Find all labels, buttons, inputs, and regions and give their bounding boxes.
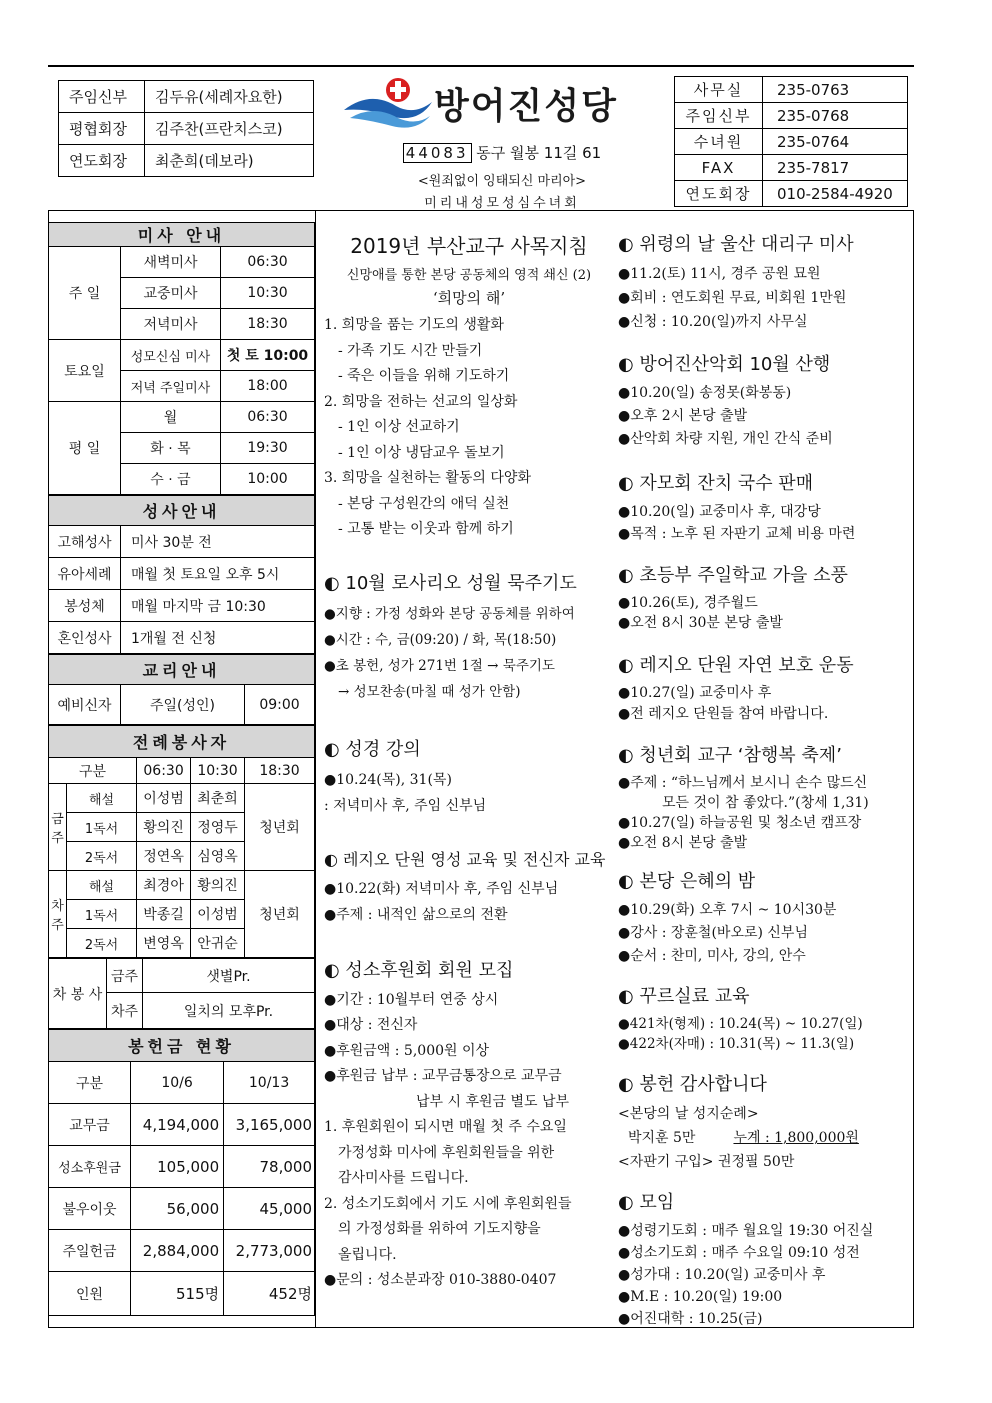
patron: <원죄없이 잉태되신 마리아>: [417, 174, 587, 189]
mass-time: 10:30: [221, 278, 315, 309]
guideline-item: - 고통 받는 이웃과 함께 하기: [338, 521, 514, 537]
mass-time: 06:30: [221, 402, 315, 433]
total: 누계 : 1,800,000원: [733, 1130, 859, 1146]
mass-name: 교중미사: [121, 278, 221, 309]
contact-table: [674, 76, 908, 207]
left-column: [48, 222, 315, 1316]
amount: 2,773,000: [224, 1230, 315, 1272]
mass-time: 10:00: [221, 464, 315, 495]
notice-line: ●지향 : 가정 성화와 본당 공동체를 위하여: [324, 605, 575, 622]
person: 최춘희: [191, 784, 245, 813]
mass-name: 월: [121, 402, 221, 433]
col-header: 10:30: [191, 758, 245, 784]
chaba-table: [48, 958, 315, 1029]
sacrament-name: 고해성사: [49, 526, 121, 558]
day-label: 평 일: [49, 402, 121, 495]
offering-table: [48, 1029, 315, 1316]
notice-line: ●강사 : 장훈철(바오로) 신부님: [618, 925, 808, 941]
section-title: ◐ 10월 로사리오 성월 묵주기도: [324, 572, 577, 594]
notice-line: ●10.29(화) 오후 7시 ~ 10시30분: [618, 902, 837, 918]
amount: 45,000: [224, 1188, 315, 1230]
week-label: 차주: [107, 993, 143, 1029]
notice-line: ●산악회 차량 지원, 개인 간식 준비: [618, 431, 833, 447]
notice-line: ●성소기도회 : 매주 수요일 09:10 성전: [618, 1245, 860, 1261]
wave-cross-icon: [340, 72, 434, 132]
section-title: 전례봉사자: [49, 726, 315, 758]
col-header: 구분: [49, 758, 137, 784]
notice-line: ●문의 : 성소분과장 010-3880-0407: [324, 1272, 557, 1288]
mass-name: 수 · 금: [121, 464, 221, 495]
person: 이성범: [137, 784, 191, 813]
section-title: ◐ 꾸르실료 교육: [618, 986, 750, 1007]
notice-line: ●주제 : 내적인 삶으로의 전환: [324, 906, 508, 923]
section-title: ◐ 모임: [618, 1192, 675, 1213]
section-title: ◐ 봉헌 감사합니다: [618, 1074, 767, 1095]
sacrament-info: 미사 30분 전: [121, 526, 315, 558]
church-name: 방어진성당: [434, 86, 618, 127]
notice-line: ●11.2(토) 11시, 경주 공원 묘원: [618, 266, 821, 282]
notice-line: ●어진대학 : 10.25(금): [618, 1311, 763, 1327]
guideline-item: - 1인 이상 냉담교우 돌보기: [338, 444, 505, 461]
sacrament-info: 매월 마지막 금 10:30: [121, 590, 315, 622]
col-header: 06:30: [137, 758, 191, 784]
notice-line: 1. 후원회원이 되시면 매월 첫 주 수요일: [324, 1119, 567, 1135]
guideline-item: 3. 희망을 실천하는 활동의 다양화: [324, 470, 531, 486]
col-header: 10/13: [224, 1062, 315, 1104]
amount: 78,000: [224, 1146, 315, 1188]
section-title: ◐ 위령의 날 울산 대리구 미사: [618, 234, 854, 255]
notice-line: ●시간 : 수, 금(09:20) / 화, 목(18:50): [324, 631, 557, 648]
week-label: 차주: [49, 871, 67, 958]
section-title: ◐ 성경 강의: [324, 738, 421, 760]
notice-line: 의 가정성화를 위하여 기도지향을: [338, 1221, 541, 1237]
label: 주임신부: [59, 81, 145, 113]
notice-line: ●10.26(토), 경주월드: [618, 595, 758, 611]
value: 김주찬(프란치스코): [145, 113, 314, 145]
notice-line: <본당의 날 성지순례>: [618, 1106, 759, 1122]
col-header: 10/6: [131, 1062, 224, 1104]
notice-line: → 성모찬송(마칠 때 성가 안함): [338, 683, 521, 700]
sacrament-name: 유아세례: [49, 558, 121, 590]
notice-line: ●전 레지오 단원들 참여 바랍니다.: [618, 706, 829, 722]
liturgy-table: [48, 725, 315, 958]
label: 평협회장: [59, 113, 145, 145]
notice-line: ●기간 : 10월부터 연중 상시: [324, 991, 499, 1008]
guideline-title: 2019년 부산교구 사목지침: [350, 234, 588, 258]
notice-line: ●오전 8시 본당 출발: [618, 835, 748, 851]
notice-line: ●순서 : 찬미, 미사, 강의, 안수: [618, 948, 806, 964]
notice-line: ●오후 2시 본당 출발: [618, 408, 748, 424]
section-title: ◐ 본당 은혜의 밤: [618, 871, 756, 892]
label: 수녀원: [675, 129, 763, 155]
notice-line: 납부 시 후원금 별도 납부: [416, 1093, 570, 1110]
mass-name: 화 · 목: [121, 433, 221, 464]
group: 청년회: [245, 871, 315, 958]
notice-line: ●목적 : 노후 된 자판기 교체 비용 마련: [618, 526, 856, 542]
guideline-item: 2. 희망을 전하는 선교의 일상화: [324, 393, 518, 410]
notice-line: ●대상 : 전신자: [324, 1017, 418, 1033]
notice-line: ●회비 : 연도회원 무료, 비회원 1만원: [618, 290, 847, 306]
role: 1독서: [67, 900, 137, 929]
person: 변영옥: [137, 929, 191, 958]
person: 박종길: [137, 900, 191, 929]
mass-time: 18:30: [221, 309, 315, 340]
value: 010-2584-4920: [763, 181, 908, 207]
col-header: 구분: [49, 1062, 131, 1104]
notice-line: ●주제 : “하느님께서 보시니 손수 많드신: [618, 775, 868, 791]
section-title: ◐ 청년회 교구 ‘참행복 축제’: [618, 745, 842, 766]
label: 주임신부: [675, 103, 763, 129]
amount: 4,194,000: [131, 1104, 224, 1146]
person: 황의진: [137, 813, 191, 842]
staff-table: [58, 80, 314, 177]
offering-type: 성소후원금: [49, 1146, 131, 1188]
mass-name: 저녁미사: [121, 309, 221, 340]
role: 2독서: [67, 842, 137, 871]
postal-code: 44083: [403, 143, 472, 163]
notice-line: 올립니다.: [338, 1246, 397, 1263]
person: 최경아: [137, 871, 191, 900]
section-title: 교리안내: [49, 655, 315, 685]
amount: 515명: [131, 1272, 224, 1316]
week-label: 금주: [107, 959, 143, 993]
notice-line: ●10.20(일) 교중미사 후, 대강당: [618, 504, 821, 520]
mass-time: 06:30: [221, 247, 315, 278]
role: 1독서: [67, 813, 137, 842]
notice-line: [618, 1126, 910, 1150]
class-name: 예비신자: [49, 685, 121, 725]
day-label: 토요일: [49, 340, 121, 402]
praesidium: 일치의 모후Pr.: [143, 993, 315, 1029]
column-divider: [315, 210, 316, 1328]
value: 235-0764: [763, 129, 908, 155]
notice-line: ●10.22(화) 저녁미사 후, 주임 신부님: [324, 880, 559, 897]
notice-line: ●오전 8시 30분 본당 출발: [618, 615, 783, 631]
notice-line: ●성령기도회 : 매주 월요일 19:30 어진실: [618, 1223, 874, 1239]
label: 연도회장: [59, 145, 145, 177]
sacrament-info: 매월 첫 토요일 오후 5시: [121, 558, 315, 590]
section-title: ◐ 성소후원회 회원 모집: [324, 959, 514, 981]
donor: 박지훈 5만: [628, 1130, 696, 1146]
notice-line: ●10.27(일) 교중미사 후: [618, 685, 772, 701]
offering-type: 교무금: [49, 1104, 131, 1146]
notice-line: <자판기 구입> 권정필 50만: [618, 1154, 795, 1170]
sacrament-name: 혼인성사: [49, 622, 121, 654]
amount: 3,165,000: [224, 1104, 315, 1146]
sacrament-name: 봉성체: [49, 590, 121, 622]
notice-line: 모든 것이 참 좋았다.”(창세 1,31): [662, 795, 869, 811]
offering-type: 주일헌금: [49, 1230, 131, 1272]
guideline-item: - 가족 기도 시간 만들기: [338, 342, 483, 359]
notice-line: ●10.27(일) 하늘공원 및 청소년 캠프장: [618, 815, 862, 831]
value: 최춘희(데보라): [145, 145, 314, 177]
mass-time: 18:00: [221, 371, 315, 402]
mass-name: 새벽미사: [121, 247, 221, 278]
notice-line: ●성가대 : 10.20(일) 교중미사 후: [618, 1267, 826, 1283]
top-rule: [48, 65, 914, 67]
class-target: 주일(성인): [121, 685, 245, 725]
notice-line: ●초 봉헌, 성가 271번 1절 → 묵주기도: [324, 657, 555, 674]
value: 235-7817: [763, 155, 908, 181]
notice-line: 가정성화 미사에 후원회원들을 위한: [338, 1144, 555, 1161]
church-logo: [340, 72, 660, 132]
person: 심영옥: [191, 842, 245, 871]
class-time: 09:00: [245, 685, 315, 725]
section-title: 미사 안내: [49, 223, 315, 247]
sacrament-table: [48, 495, 315, 654]
guideline-item: - 죽은 이들을 위해 기도하기: [338, 368, 510, 384]
col-header: 18:30: [245, 758, 315, 784]
value: 김두유(세례자요한): [145, 81, 314, 113]
person: 이성범: [191, 900, 245, 929]
section-title: 성사안내: [49, 496, 315, 526]
doctrine-table: [48, 654, 315, 725]
notice-line: 감사미사를 드립니다.: [338, 1170, 469, 1186]
notice-line: 2. 성소기도회에서 기도 시에 후원회원들: [324, 1195, 572, 1212]
value: 235-0768: [763, 103, 908, 129]
section-title: ◐ 레지오 단원 자연 보호 운동: [618, 655, 854, 676]
label: 사무실: [675, 77, 763, 103]
street: 동구 월봉 11길 61: [476, 144, 602, 162]
role: 해설: [67, 871, 137, 900]
person: 황의진: [191, 871, 245, 900]
notice-line: ●신청 : 10.20(일)까지 사무실: [618, 314, 808, 330]
guideline-theme: ‘희망의 해’: [432, 289, 506, 307]
amount: 2,884,000: [131, 1230, 224, 1272]
notice-line: ●후원금액 : 5,000원 이상: [324, 1042, 490, 1059]
section-title: 봉헌금 현황: [49, 1030, 315, 1062]
guideline-item: - 본당 구성원간의 애덕 실천: [338, 495, 510, 512]
amount: 105,000: [131, 1146, 224, 1188]
label: FAX: [675, 155, 763, 181]
notice-line: ●M.E : 10.20(일) 19:00: [618, 1289, 783, 1305]
address: [352, 142, 652, 163]
day-label: 주 일: [49, 247, 121, 340]
person: 안귀순: [191, 929, 245, 958]
section-title: ◐ 초등부 주일학교 가을 소풍: [618, 565, 848, 586]
amount: 56,000: [131, 1188, 224, 1230]
mass-time: 첫 토 10:00: [221, 340, 315, 371]
sacrament-info: 1개월 전 신청: [121, 622, 315, 654]
mass-time: 19:30: [221, 433, 315, 464]
mass-table: [48, 222, 315, 495]
section-title: ◐ 자모회 잔치 국수 판매: [618, 473, 814, 494]
value: 235-0763: [763, 77, 908, 103]
label: 연도회장: [675, 181, 763, 207]
guideline-item: 1. 희망을 품는 기도의 생활화: [324, 317, 504, 333]
notice-line: ●10.20(일) 송정못(화봉동): [618, 385, 792, 401]
offering-type: 불우이웃: [49, 1188, 131, 1230]
role: 해설: [67, 784, 137, 813]
role: 2독서: [67, 929, 137, 958]
right-column: [618, 230, 910, 1330]
week-label: 금주: [49, 784, 67, 871]
amount: 452명: [224, 1272, 315, 1316]
person: 정영두: [191, 813, 245, 842]
section-title: ◐ 방어진산악회 10월 산행: [618, 354, 831, 375]
guideline-subtitle: 신망애를 통한 본당 공동체의 영적 쇄신 (2): [346, 268, 592, 283]
mass-name: 저녁 주일미사: [121, 371, 221, 402]
guideline-item: - 1인 이상 선교하기: [338, 419, 460, 435]
group: 청년회: [245, 784, 315, 871]
notice-line: ●422차(자매) : 10.31(목) ~ 11.3(일): [618, 1036, 855, 1052]
mass-name: 성모신심 미사: [121, 340, 221, 371]
notice-line: ●421차(형제) : 10.24(목) ~ 10.27(일): [618, 1016, 863, 1032]
notice-line: : 저녁미사 후, 주임 신부님: [324, 797, 487, 814]
notice-line: ●10.24(목), 31(목): [324, 771, 452, 788]
section-title: ◐ 레지오 단원 영성 교육 및 전신자 교육: [324, 849, 606, 869]
praesidium: 샛별Pr.: [143, 959, 315, 993]
convent: 미리내성모성심수녀회: [424, 196, 580, 211]
chaba-label: 차 봉 사: [49, 959, 107, 1029]
offering-type: 인원: [49, 1272, 131, 1316]
person: 정연옥: [137, 842, 191, 871]
middle-column: [324, 230, 614, 1294]
notice-line: ●후원금 납부 : 교무금통장으로 교무금: [324, 1068, 562, 1084]
